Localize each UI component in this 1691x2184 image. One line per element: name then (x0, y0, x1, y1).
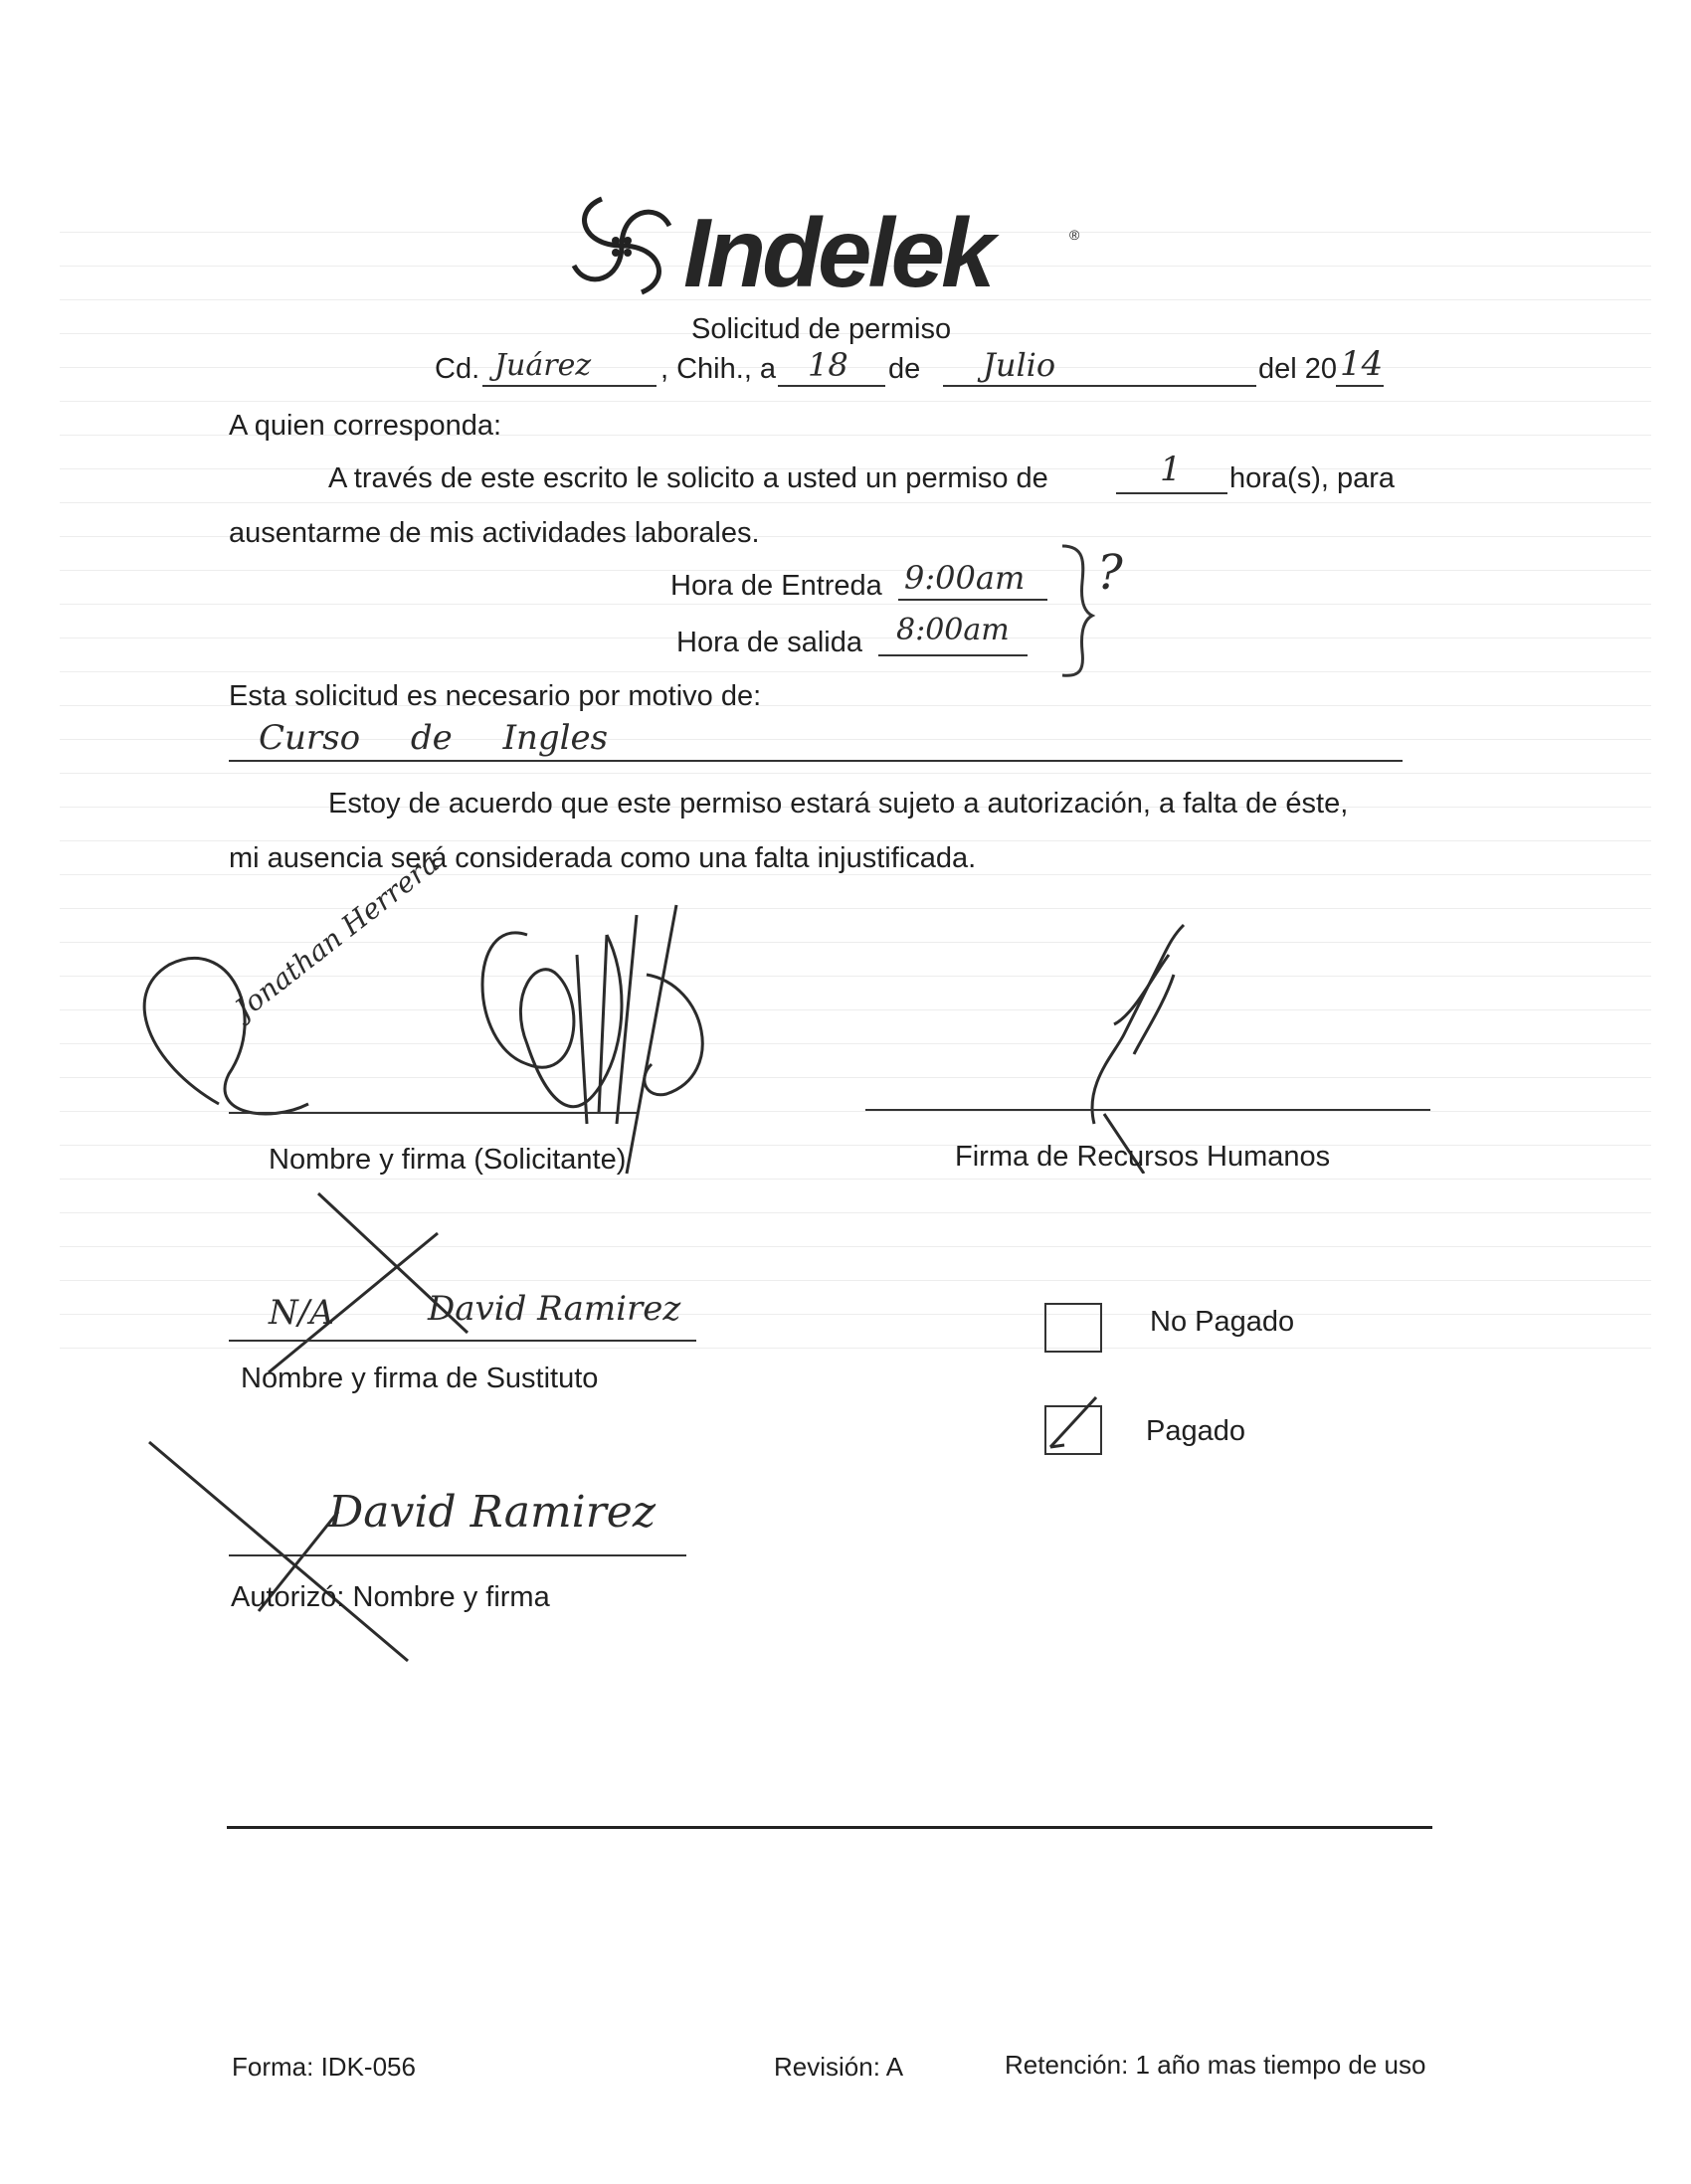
entry-time-field (898, 559, 1047, 601)
substitute-signature-text: David Ramirez (428, 1289, 681, 1329)
indelek-logo (562, 191, 1099, 310)
hr-label: Firma de Recursos Humanos (955, 1141, 1331, 1173)
agreement-text-1: Estoy de acuerdo que este permiso estará sujeto a autorización, a falta de éste, (328, 788, 1349, 819)
request-text-2: hora(s), para (1229, 462, 1396, 494)
applicant-name-handwritten: Jonathan Herrera (229, 845, 446, 1026)
unpaid-checkbox[interactable] (1044, 1303, 1102, 1353)
de-label: de (888, 353, 921, 385)
paid-checkbox[interactable] (1044, 1405, 1102, 1455)
city-value: Juárez (494, 348, 592, 383)
agreement-text-2: mi ausencia será considerada como una falta injustificada. (229, 842, 977, 874)
hr-signature-line (865, 1109, 1430, 1111)
month-value: Julio (983, 346, 1056, 384)
footer-retention: Retención: 1 año mas tiempo de uso (1005, 2050, 1426, 2080)
bottom-rule (227, 1826, 1432, 1829)
greeting: A quien corresponda: (229, 410, 502, 442)
reason-field (229, 718, 1403, 762)
paid-label: Pagado (1146, 1415, 1245, 1447)
substitute-label: Nombre y firma de Sustituto (241, 1363, 599, 1394)
logo-wordmark: Indelek (683, 198, 992, 307)
substitute-value: N/A (269, 1293, 334, 1333)
footer-revision: Revisión: A (774, 2052, 904, 2082)
exit-time-value: 8:00am (896, 613, 1010, 647)
day-value: 18 (808, 346, 848, 384)
registered-mark: ® (1069, 227, 1080, 243)
entry-time-value: 9:00am (904, 559, 1026, 597)
applicant-label: Nombre y firma (Solicitante) (269, 1144, 627, 1176)
day-field (778, 348, 885, 387)
request-text-3: ausentarme de mis actividades laborales. (229, 517, 760, 549)
month-field (943, 348, 1256, 387)
hr-signature (1074, 915, 1204, 1174)
authorized-signature (139, 1432, 458, 1671)
year-label: del 20 (1258, 353, 1338, 385)
applicant-signature-line (229, 1112, 637, 1114)
hours-field (1116, 450, 1227, 494)
question-mark: ? (1097, 545, 1123, 601)
chih-label: , Chih., a (660, 353, 777, 385)
authorized-label: Autorizó: Nombre y firma (231, 1581, 550, 1613)
cd-label: Cd. (435, 353, 480, 385)
footer-form: Forma: IDK-056 (232, 2052, 416, 2082)
bleed-through-text (259, 50, 268, 89)
city-field (482, 348, 657, 387)
request-text-1: A través de este escrito le solicito a usted un permiso de (328, 462, 1048, 494)
reason-value: Curso de Ingles (259, 718, 609, 758)
year-field (1336, 344, 1384, 387)
reason-label: Esta solicitud es necesario por motivo de: (229, 680, 762, 712)
checkmark-icon (1042, 1395, 1102, 1455)
substitute-signature (239, 1183, 716, 1382)
page-title: Solicitud de permiso (691, 313, 952, 345)
year-value: 14 (1340, 344, 1384, 384)
swirl-logo-icon (562, 191, 681, 300)
hours-value: 1 (1160, 450, 1182, 489)
substitute-signature-line (229, 1340, 696, 1342)
entry-label: Hora de Entreda (670, 570, 882, 602)
exit-time-field (878, 613, 1028, 656)
authorized-signature-text: David Ramirez (328, 1487, 657, 1538)
authorized-signature-line (229, 1554, 686, 1556)
exit-label: Hora de salida (676, 627, 862, 658)
unpaid-label: No Pagado (1150, 1306, 1295, 1338)
